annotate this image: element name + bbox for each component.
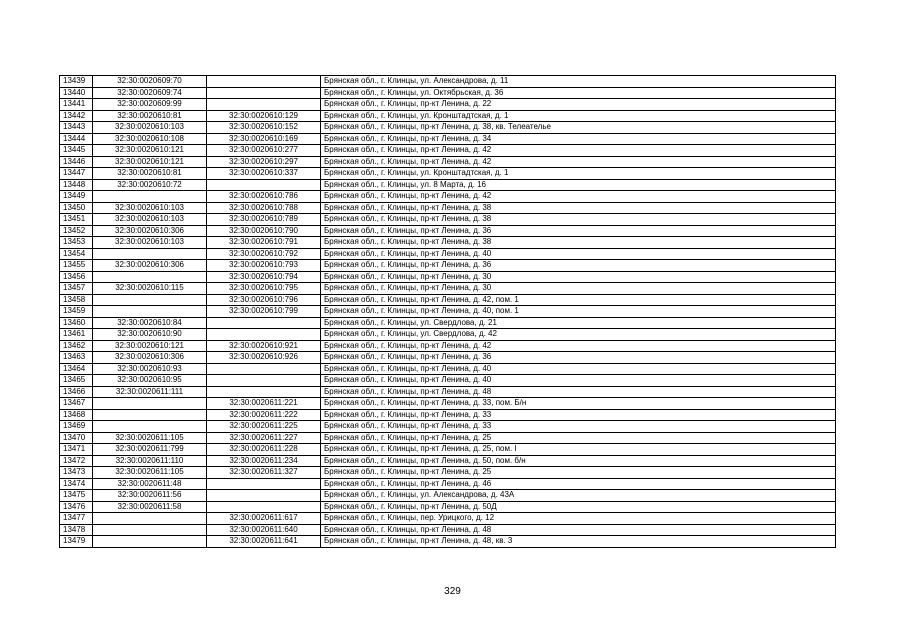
table-row — [60, 444, 836, 456]
row-number-cell: 13440 — [60, 87, 93, 99]
address-cell: Брянская обл., г. Клинцы, ул. 8 Марта, д. 16 — [321, 179, 836, 191]
table-row — [60, 536, 836, 548]
row-number-cell: 13474 — [60, 478, 93, 490]
object-number-cell: 32:30:0020610:277 — [207, 145, 321, 157]
row-number-cell: 13447 — [60, 168, 93, 180]
table-row — [60, 478, 836, 490]
address-cell: Брянская обл., г. Клинцы, пр-кт Ленина, д. 30 — [321, 271, 836, 283]
table-row — [60, 214, 836, 226]
table-row — [60, 490, 836, 502]
object-number-cell: 32:30:0020611:617 — [207, 513, 321, 525]
table-row — [60, 467, 836, 479]
object-number-cell: 32:30:0020610:926 — [207, 352, 321, 364]
table-row — [60, 110, 836, 122]
table-row — [60, 99, 836, 111]
object-number-cell: 32:30:0020610:791 — [207, 237, 321, 249]
object-number-cell — [207, 386, 321, 398]
object-number-cell: 32:30:0020611:234 — [207, 455, 321, 467]
address-cell: Брянская обл., г. Клинцы, пр-кт Ленина, д. 33 — [321, 409, 836, 421]
parcel-number-cell: 32:30:0020610:306 — [93, 352, 207, 364]
row-number-cell: 13479 — [60, 536, 93, 548]
row-number-cell: 13468 — [60, 409, 93, 421]
row-number-cell: 13452 — [60, 225, 93, 237]
table-row — [60, 340, 836, 352]
row-number-cell: 13443 — [60, 122, 93, 134]
row-number-cell: 13444 — [60, 133, 93, 145]
address-cell: Брянская обл., г. Клинцы, ул. Свердлова, д. 42 — [321, 329, 836, 341]
row-number-cell: 13473 — [60, 467, 93, 479]
address-cell: Брянская обл., г. Клинцы, ул. Александрова, д. 11 — [321, 76, 836, 88]
object-number-cell: 32:30:0020610:921 — [207, 340, 321, 352]
parcel-number-cell: 32:30:0020610:95 — [93, 375, 207, 387]
object-number-cell — [207, 179, 321, 191]
table-row — [60, 386, 836, 398]
row-number-cell: 13453 — [60, 237, 93, 249]
parcel-number-cell: 32:30:0020610:103 — [93, 214, 207, 226]
row-number-cell: 13478 — [60, 524, 93, 536]
object-number-cell: 32:30:0020610:799 — [207, 306, 321, 318]
table-row — [60, 202, 836, 214]
object-number-cell: 32:30:0020611:221 — [207, 398, 321, 410]
table-row — [60, 317, 836, 329]
address-cell: Брянская обл., г. Клинцы, пр-кт Ленина, д. 42 — [321, 156, 836, 168]
parcel-number-cell: 32:30:0020610:103 — [93, 237, 207, 249]
table-row — [60, 455, 836, 467]
parcel-number-cell — [93, 398, 207, 410]
parcel-number-cell: 32:30:0020610:108 — [93, 133, 207, 145]
address-cell: Брянская обл., г. Клинцы, пр-кт Ленина, д. 48, кв. 3 — [321, 536, 836, 548]
parcel-number-cell: 32:30:0020610:84 — [93, 317, 207, 329]
table-row — [60, 237, 836, 249]
table-row — [60, 409, 836, 421]
row-number-cell: 13460 — [60, 317, 93, 329]
table-row — [60, 145, 836, 157]
object-number-cell: 32:30:0020610:129 — [207, 110, 321, 122]
parcel-number-cell: 32:30:0020611:110 — [93, 455, 207, 467]
row-number-cell: 13470 — [60, 432, 93, 444]
object-number-cell: 32:30:0020610:790 — [207, 225, 321, 237]
parcel-number-cell: 32:30:0020610:93 — [93, 363, 207, 375]
object-number-cell: 32:30:0020610:297 — [207, 156, 321, 168]
parcel-number-cell: 32:30:0020610:121 — [93, 145, 207, 157]
parcel-number-cell: 32:30:0020609:99 — [93, 99, 207, 111]
address-cell: Брянская обл., г. Клинцы, ул. Кронштадтская, д. 1 — [321, 110, 836, 122]
row-number-cell: 13462 — [60, 340, 93, 352]
address-cell: Брянская обл., г. Клинцы, пр-кт Ленина, д. 50Д — [321, 501, 836, 513]
parcel-number-cell: 32:30:0020610:72 — [93, 179, 207, 191]
parcel-number-cell — [93, 294, 207, 306]
row-number-cell: 13465 — [60, 375, 93, 387]
parcel-number-cell: 32:30:0020610:90 — [93, 329, 207, 341]
row-number-cell: 13466 — [60, 386, 93, 398]
row-number-cell: 13464 — [60, 363, 93, 375]
row-number-cell: 13450 — [60, 202, 93, 214]
table-row — [60, 524, 836, 536]
object-number-cell: 32:30:0020611:228 — [207, 444, 321, 456]
address-cell: Брянская обл., г. Клинцы, ул. Свердлова, д. 21 — [321, 317, 836, 329]
table-row — [60, 398, 836, 410]
parcel-number-cell: 32:30:0020611:48 — [93, 478, 207, 490]
row-number-cell: 13469 — [60, 421, 93, 433]
parcel-number-cell: 32:30:0020611:56 — [93, 490, 207, 502]
parcel-number-cell: 32:30:0020610:121 — [93, 156, 207, 168]
address-cell: Брянская обл., г. Клинцы, пр-кт Ленина, д. 42, пом. 1 — [321, 294, 836, 306]
address-cell: Брянская обл., г. Клинцы, пр-кт Ленина, д. 25, пом. I — [321, 444, 836, 456]
address-cell: Брянская обл., г. Клинцы, пр-кт Ленина, д. 40, пом. 1 — [321, 306, 836, 318]
parcel-number-cell: 32:30:0020611:105 — [93, 467, 207, 479]
object-number-cell — [207, 76, 321, 88]
table-row — [60, 501, 836, 513]
parcel-number-cell — [93, 306, 207, 318]
parcel-number-cell: 32:30:0020611:105 — [93, 432, 207, 444]
address-cell: Брянская обл., г. Клинцы, пр-кт Ленина, д. 48 — [321, 386, 836, 398]
row-number-cell: 13449 — [60, 191, 93, 203]
address-cell: Брянская обл., г. Клинцы, ул. Александрова, д. 43А — [321, 490, 836, 502]
table-row — [60, 421, 836, 433]
object-number-cell: 32:30:0020610:152 — [207, 122, 321, 134]
address-cell: Брянская обл., г. Клинцы, пр-кт Ленина, д. 40 — [321, 248, 836, 260]
table-row — [60, 271, 836, 283]
address-cell: Брянская обл., г. Клинцы, пр-кт Ленина, д. 33, пом. Б/н — [321, 398, 836, 410]
parcel-number-cell — [93, 421, 207, 433]
object-number-cell: 32:30:0020611:222 — [207, 409, 321, 421]
object-number-cell — [207, 363, 321, 375]
table-row — [60, 363, 836, 375]
parcel-number-cell: 32:30:0020609:70 — [93, 76, 207, 88]
parcel-number-cell — [93, 513, 207, 525]
row-number-cell: 13445 — [60, 145, 93, 157]
row-number-cell: 13439 — [60, 76, 93, 88]
table-row — [60, 133, 836, 145]
address-cell: Брянская обл., г. Клинцы, ул. Октябрьская, д. 36 — [321, 87, 836, 99]
row-number-cell: 13442 — [60, 110, 93, 122]
table-row — [60, 329, 836, 341]
table-row — [60, 122, 836, 134]
object-number-cell — [207, 375, 321, 387]
address-cell: Брянская обл., г. Клинцы, пр-кт Ленина, д. 38 — [321, 202, 836, 214]
row-number-cell: 13458 — [60, 294, 93, 306]
address-cell: Брянская обл., г. Клинцы, пр-кт Ленина, д. 40 — [321, 363, 836, 375]
table-row — [60, 306, 836, 318]
object-number-cell: 32:30:0020610:795 — [207, 283, 321, 295]
table-row — [60, 375, 836, 387]
address-cell: Брянская обл., г. Клинцы, пр-кт Ленина, д. 33 — [321, 421, 836, 433]
row-number-cell: 13441 — [60, 99, 93, 111]
table-row — [60, 225, 836, 237]
table-row — [60, 294, 836, 306]
parcel-number-cell: 32:30:0020610:103 — [93, 202, 207, 214]
table-row — [60, 260, 836, 272]
object-number-cell: 32:30:0020610:793 — [207, 260, 321, 272]
object-number-cell: 32:30:0020611:641 — [207, 536, 321, 548]
object-number-cell — [207, 99, 321, 111]
address-cell: Брянская обл., г. Клинцы, ул. Кронштадтская, д. 1 — [321, 168, 836, 180]
parcel-number-cell — [93, 248, 207, 260]
address-cell: Брянская обл., г. Клинцы, пр-кт Ленина, д. 38, кв. Телеателье — [321, 122, 836, 134]
parcel-number-cell: 32:30:0020610:121 — [93, 340, 207, 352]
row-number-cell: 13475 — [60, 490, 93, 502]
parcel-number-cell: 32:30:0020609:74 — [93, 87, 207, 99]
table-row — [60, 513, 836, 525]
page-number: 329 — [444, 586, 461, 597]
address-cell: Брянская обл., г. Клинцы, пр-кт Ленина, д. 34 — [321, 133, 836, 145]
object-number-cell: 32:30:0020610:169 — [207, 133, 321, 145]
object-number-cell: 32:30:0020610:794 — [207, 271, 321, 283]
address-cell: Брянская обл., г. Клинцы, пр-кт Ленина, д. 38 — [321, 214, 836, 226]
parcel-number-cell — [93, 409, 207, 421]
address-cell: Брянская обл., г. Клинцы, пр-кт Ленина, д. 25 — [321, 432, 836, 444]
object-number-cell: 32:30:0020610:789 — [207, 214, 321, 226]
address-cell: Брянская обл., г. Клинцы, пр-кт Ленина, д. 22 — [321, 99, 836, 111]
parcel-number-cell — [93, 271, 207, 283]
parcel-number-cell — [93, 536, 207, 548]
table-row — [60, 87, 836, 99]
table-row — [60, 352, 836, 364]
object-number-cell — [207, 329, 321, 341]
table-row — [60, 76, 836, 88]
object-number-cell: 32:30:0020610:786 — [207, 191, 321, 203]
parcel-number-cell: 32:30:0020610:115 — [93, 283, 207, 295]
row-number-cell: 13471 — [60, 444, 93, 456]
address-cell: Брянская обл., г. Клинцы, пр-кт Ленина, д. 36 — [321, 225, 836, 237]
object-number-cell: 32:30:0020611:640 — [207, 524, 321, 536]
object-number-cell: 32:30:0020610:337 — [207, 168, 321, 180]
address-cell: Брянская обл., г. Клинцы, пр-кт Ленина, д. 50, пом. б/н — [321, 455, 836, 467]
row-number-cell: 13463 — [60, 352, 93, 364]
table-row — [60, 432, 836, 444]
row-number-cell: 13456 — [60, 271, 93, 283]
object-number-cell: 32:30:0020610:788 — [207, 202, 321, 214]
table-row — [60, 156, 836, 168]
row-number-cell: 13448 — [60, 179, 93, 191]
parcel-number-cell: 32:30:0020611:58 — [93, 501, 207, 513]
records-table — [59, 75, 836, 548]
row-number-cell: 13455 — [60, 260, 93, 272]
address-cell: Брянская обл., г. Клинцы, пр-кт Ленина, д. 36 — [321, 352, 836, 364]
row-number-cell: 13467 — [60, 398, 93, 410]
object-number-cell: 32:30:0020611:227 — [207, 432, 321, 444]
parcel-number-cell: 32:30:0020610:103 — [93, 122, 207, 134]
address-cell: Брянская обл., г. Клинцы, пер. Урицкого, д. 12 — [321, 513, 836, 525]
row-number-cell: 13477 — [60, 513, 93, 525]
object-number-cell: 32:30:0020611:225 — [207, 421, 321, 433]
parcel-number-cell: 32:30:0020610:81 — [93, 110, 207, 122]
object-number-cell: 32:30:0020611:327 — [207, 467, 321, 479]
address-cell: Брянская обл., г. Клинцы, пр-кт Ленина, д. 48 — [321, 524, 836, 536]
object-number-cell: 32:30:0020610:792 — [207, 248, 321, 260]
parcel-number-cell: 32:30:0020610:81 — [93, 168, 207, 180]
parcel-number-cell: 32:30:0020611:111 — [93, 386, 207, 398]
object-number-cell — [207, 501, 321, 513]
object-number-cell — [207, 478, 321, 490]
parcel-number-cell: 32:30:0020610:306 — [93, 260, 207, 272]
row-number-cell: 13446 — [60, 156, 93, 168]
object-number-cell — [207, 490, 321, 502]
table-row — [60, 283, 836, 295]
row-number-cell: 13457 — [60, 283, 93, 295]
address-cell: Брянская обл., г. Клинцы, пр-кт Ленина, д. 36 — [321, 260, 836, 272]
parcel-number-cell — [93, 191, 207, 203]
records-table-body — [60, 76, 836, 548]
address-cell: Брянская обл., г. Клинцы, пр-кт Ленина, д. 42 — [321, 191, 836, 203]
object-number-cell — [207, 317, 321, 329]
object-number-cell: 32:30:0020610:796 — [207, 294, 321, 306]
address-cell: Брянская обл., г. Клинцы, пр-кт Ленина, д. 46 — [321, 478, 836, 490]
address-cell: Брянская обл., г. Клинцы, пр-кт Ленина, д. 42 — [321, 145, 836, 157]
parcel-number-cell — [93, 524, 207, 536]
parcel-number-cell: 32:30:0020611:799 — [93, 444, 207, 456]
address-cell: Брянская обл., г. Клинцы, пр-кт Ленина, д. 42 — [321, 340, 836, 352]
parcel-number-cell: 32:30:0020610:306 — [93, 225, 207, 237]
row-number-cell: 13454 — [60, 248, 93, 260]
table-row — [60, 191, 836, 203]
row-number-cell: 13476 — [60, 501, 93, 513]
row-number-cell: 13461 — [60, 329, 93, 341]
row-number-cell: 13451 — [60, 214, 93, 226]
table-row — [60, 248, 836, 260]
address-cell: Брянская обл., г. Клинцы, пр-кт Ленина, д. 25 — [321, 467, 836, 479]
table-row — [60, 168, 836, 180]
object-number-cell — [207, 87, 321, 99]
address-cell: Брянская обл., г. Клинцы, пр-кт Ленина, д. 30 — [321, 283, 836, 295]
row-number-cell: 13459 — [60, 306, 93, 318]
address-cell: Брянская обл., г. Клинцы, пр-кт Ленина, д. 40 — [321, 375, 836, 387]
row-number-cell: 13472 — [60, 455, 93, 467]
address-cell: Брянская обл., г. Клинцы, пр-кт Ленина, д. 38 — [321, 237, 836, 249]
table-row — [60, 179, 836, 191]
